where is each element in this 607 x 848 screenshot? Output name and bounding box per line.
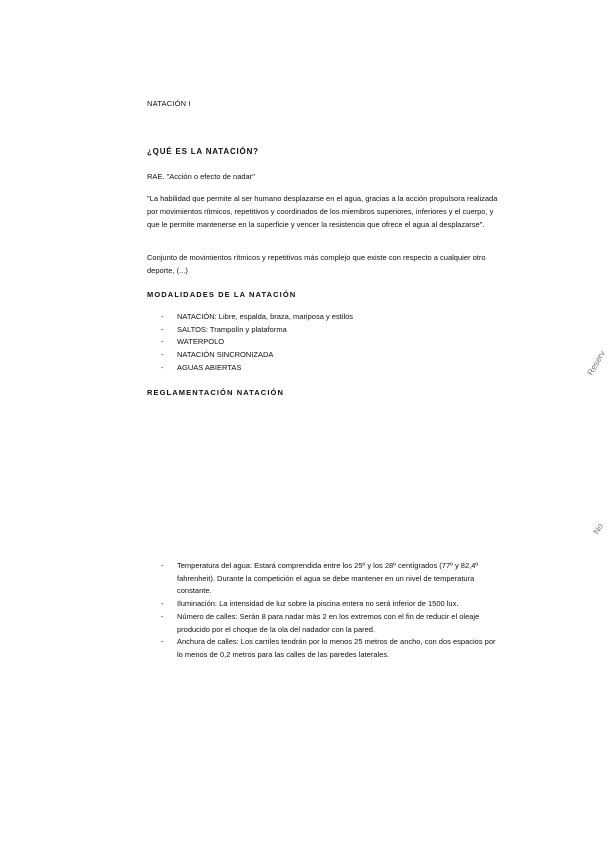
list-item: - SALTOS: Trampolín y plataforma [147, 324, 507, 337]
bullet-dash: - [161, 611, 164, 621]
section-title-que-es: ¿QUÉ ES LA NATACIÓN? [147, 147, 259, 156]
list-item: - WATERPOLO [147, 336, 507, 349]
list-item: - Iluminación: La intensidad de luz sobre la piscina entera no será inferior de 1500 lux. [147, 598, 497, 611]
list-item: - NATACIÓN: Libre, espalda, braza, mariposa y estilos [147, 311, 507, 324]
bullet-dash: - [161, 637, 164, 647]
list-item: - AGUAS ABIERTAS [147, 362, 507, 375]
reglamentacion-list [147, 560, 497, 662]
list-item: - Anchura de calles: Los carriles tendrán por lo menos 25 metros de ancho, con dos espacios por lo menos de 0,2 metros para las calles de las paredes laterales. [161, 637, 496, 659]
list-item: - Temperatura del agua: Estará comprendida entre los 25º y los 28º centígrados (77º y 82,4º fahrenheit). Durante la competición el agua se debe mantener en un nivel de temperatura constante. [161, 561, 479, 596]
bullet-dash: - [161, 599, 164, 609]
rae-definition: RAE. "Acción o efecto de nadar" [147, 172, 255, 181]
margin-mark-no: No [591, 521, 606, 536]
definition-paragraph: Conjunto de movimientos rítmicos y repetitivos más complejo que existe con respecto a cualquier otro deporte, (...) [147, 253, 486, 275]
margin-mark-reserv: Reserv [585, 348, 607, 377]
definition-quote: "La habilidad que permite al ser humano desplazarse en el agua, gracias a la acción propulsora realizada por movimientos rítmicos, repetitivos y coordinados de los miembros superiores, inferiores y el cuerpo, y que le permite mantenerse en la superficie y vencer la resistencia que ofrece el agua al desplazarse". [147, 194, 498, 229]
page-header: NATACIÓN I [147, 99, 191, 108]
modalidades-list [147, 311, 507, 375]
bullet-dash: - [161, 337, 164, 347]
section-title-reglamentacion: REGLAMENTACIÓN NATACIÓN [147, 388, 284, 397]
bullet-dash: - [161, 324, 164, 334]
bullet-dash: - [161, 350, 164, 360]
list-item: - NATACIÓN SINCRONIZADA [147, 349, 507, 362]
bullet-dash: - [161, 362, 164, 372]
list-item: - Número de calles: Serán 8 para nadar más 2 en los extremos con el fin de reducir el oleaje producido por el choque de la ola del nadador con la pared. [161, 611, 480, 634]
section-title-modalidades: MODALIDADES DE LA NATACIÓN [147, 290, 297, 299]
bullet-dash: - [161, 312, 164, 321]
bullet-dash: - [161, 561, 164, 570]
